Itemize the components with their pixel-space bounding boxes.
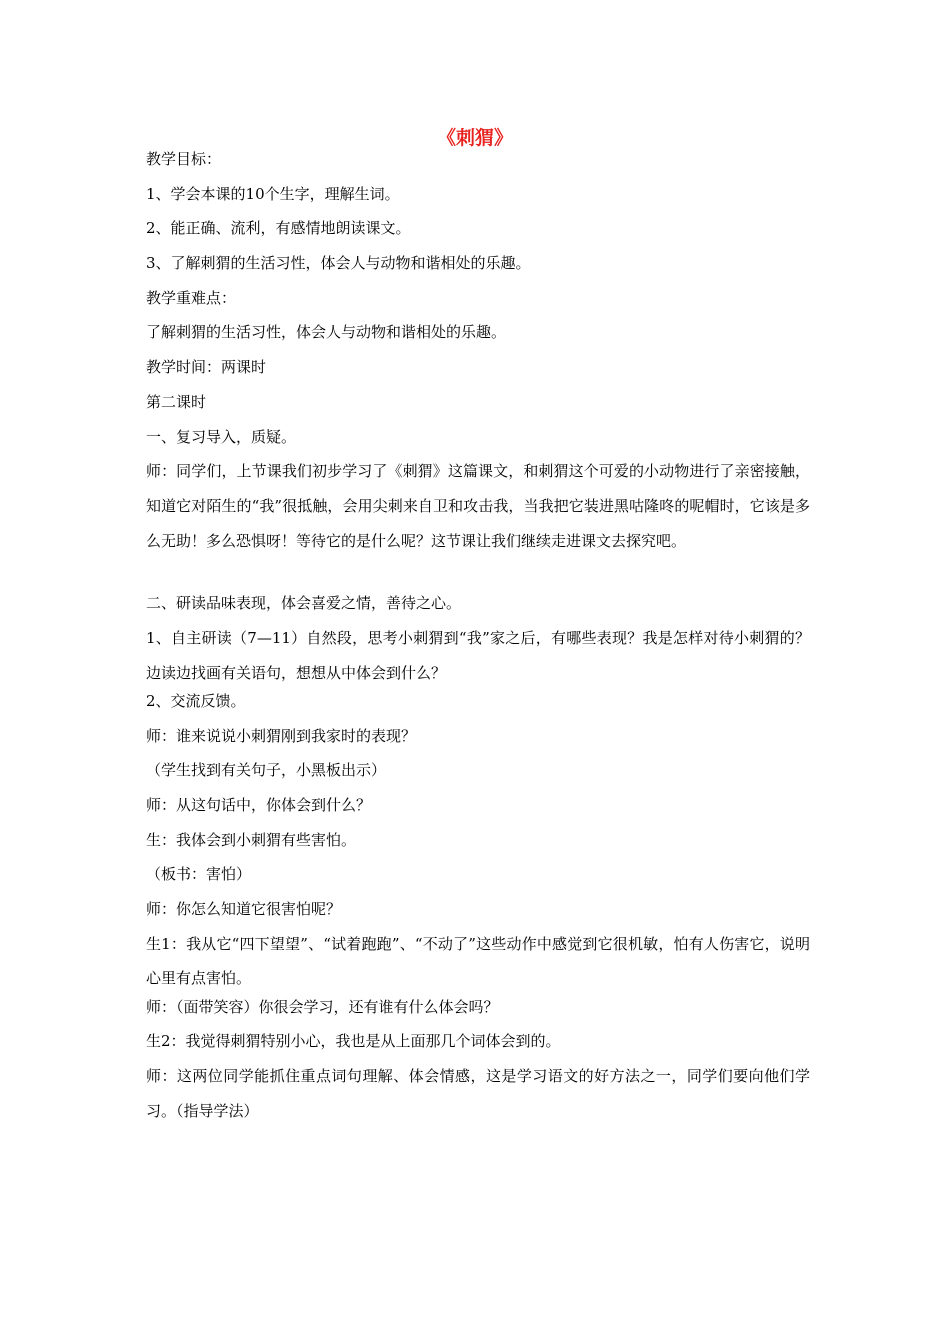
paragraph: 1、学会本课的10个生字，理解生词。 — [146, 184, 400, 203]
paragraph: 生：我体会到小刺猬有些害怕。 — [146, 830, 357, 849]
paragraph: 生1：我从它“四下望望”、“试着跑跑”、“不动了”这些动作中感觉到它很机敏，怕有人伤害它，说明心里有点害怕。 — [146, 934, 810, 988]
paragraph: 第二课时 — [146, 392, 207, 411]
paragraph: 2、能正确、流利，有感情地朗读课文。 — [146, 219, 411, 238]
paragraph: 师：你怎么知道它很害怕呢？ — [146, 900, 342, 918]
paragraph: 一、复习导入，质疑。 — [146, 427, 297, 446]
paragraph: 二、研读品味表现，体会喜爱之情，善待之心。 — [146, 594, 462, 613]
paragraph: 教学重难点： — [146, 288, 237, 307]
paragraph: 师：谁来说说小刺猬刚到我家时的表现？ — [146, 726, 417, 745]
paragraph: 生2：我觉得刺猬特别小心，我也是从上面那几个词体会到的。 — [146, 1032, 561, 1051]
paragraph: 3、了解刺猬的生活习性，体会人与动物和谐相处的乐趣。 — [146, 254, 531, 273]
paragraph: 师：同学们，上节课我们初步学习了《刺猬》这篇课文，和刺猬这个可爱的小动物进行了亲密接触，知道它对陌生的“我”很抵触，会用尖刺来自卫和攻击我，当我把它装进黑咕隆咚的呢帽时，它该是多么无助！多么恐惧呀！等待它的是什么呢？这节课让我们继续走进课文去探究吧。 — [146, 462, 810, 550]
paragraph: 师：这两位同学能抓住重点词句理解、体会情感，这是学习语文的好方法之一，同学们要向他们学习。（指导学法） — [146, 1067, 810, 1120]
paragraph: 2、交流反馈。 — [146, 691, 246, 710]
document-title: 《刺猬》 — [436, 127, 513, 149]
paragraph: 师：（面带笑容）你很会学习，还有谁有什么体会吗？ — [146, 997, 499, 1016]
paragraph: 教学时间：两课时 — [146, 358, 267, 377]
paragraph: 1、自主研读（7—11）自然段，思考小刺猬到“我”家之后，有哪些表现？我是怎样对待小刺猬的？边读边找画有关语句，想想从中体会到什么？ — [146, 628, 810, 682]
paragraph: 了解刺猬的生活习性，体会人与动物和谐相处的乐趣。 — [146, 323, 507, 342]
paragraph: 师：从这句话中，你体会到什么？ — [146, 795, 372, 814]
paragraph: 教学目标： — [146, 150, 222, 168]
paragraph: （学生找到有关句子，小黑板出示） — [146, 761, 387, 780]
document-body — [146, 148, 810, 1129]
paragraph: （板书：害怕） — [146, 865, 252, 884]
